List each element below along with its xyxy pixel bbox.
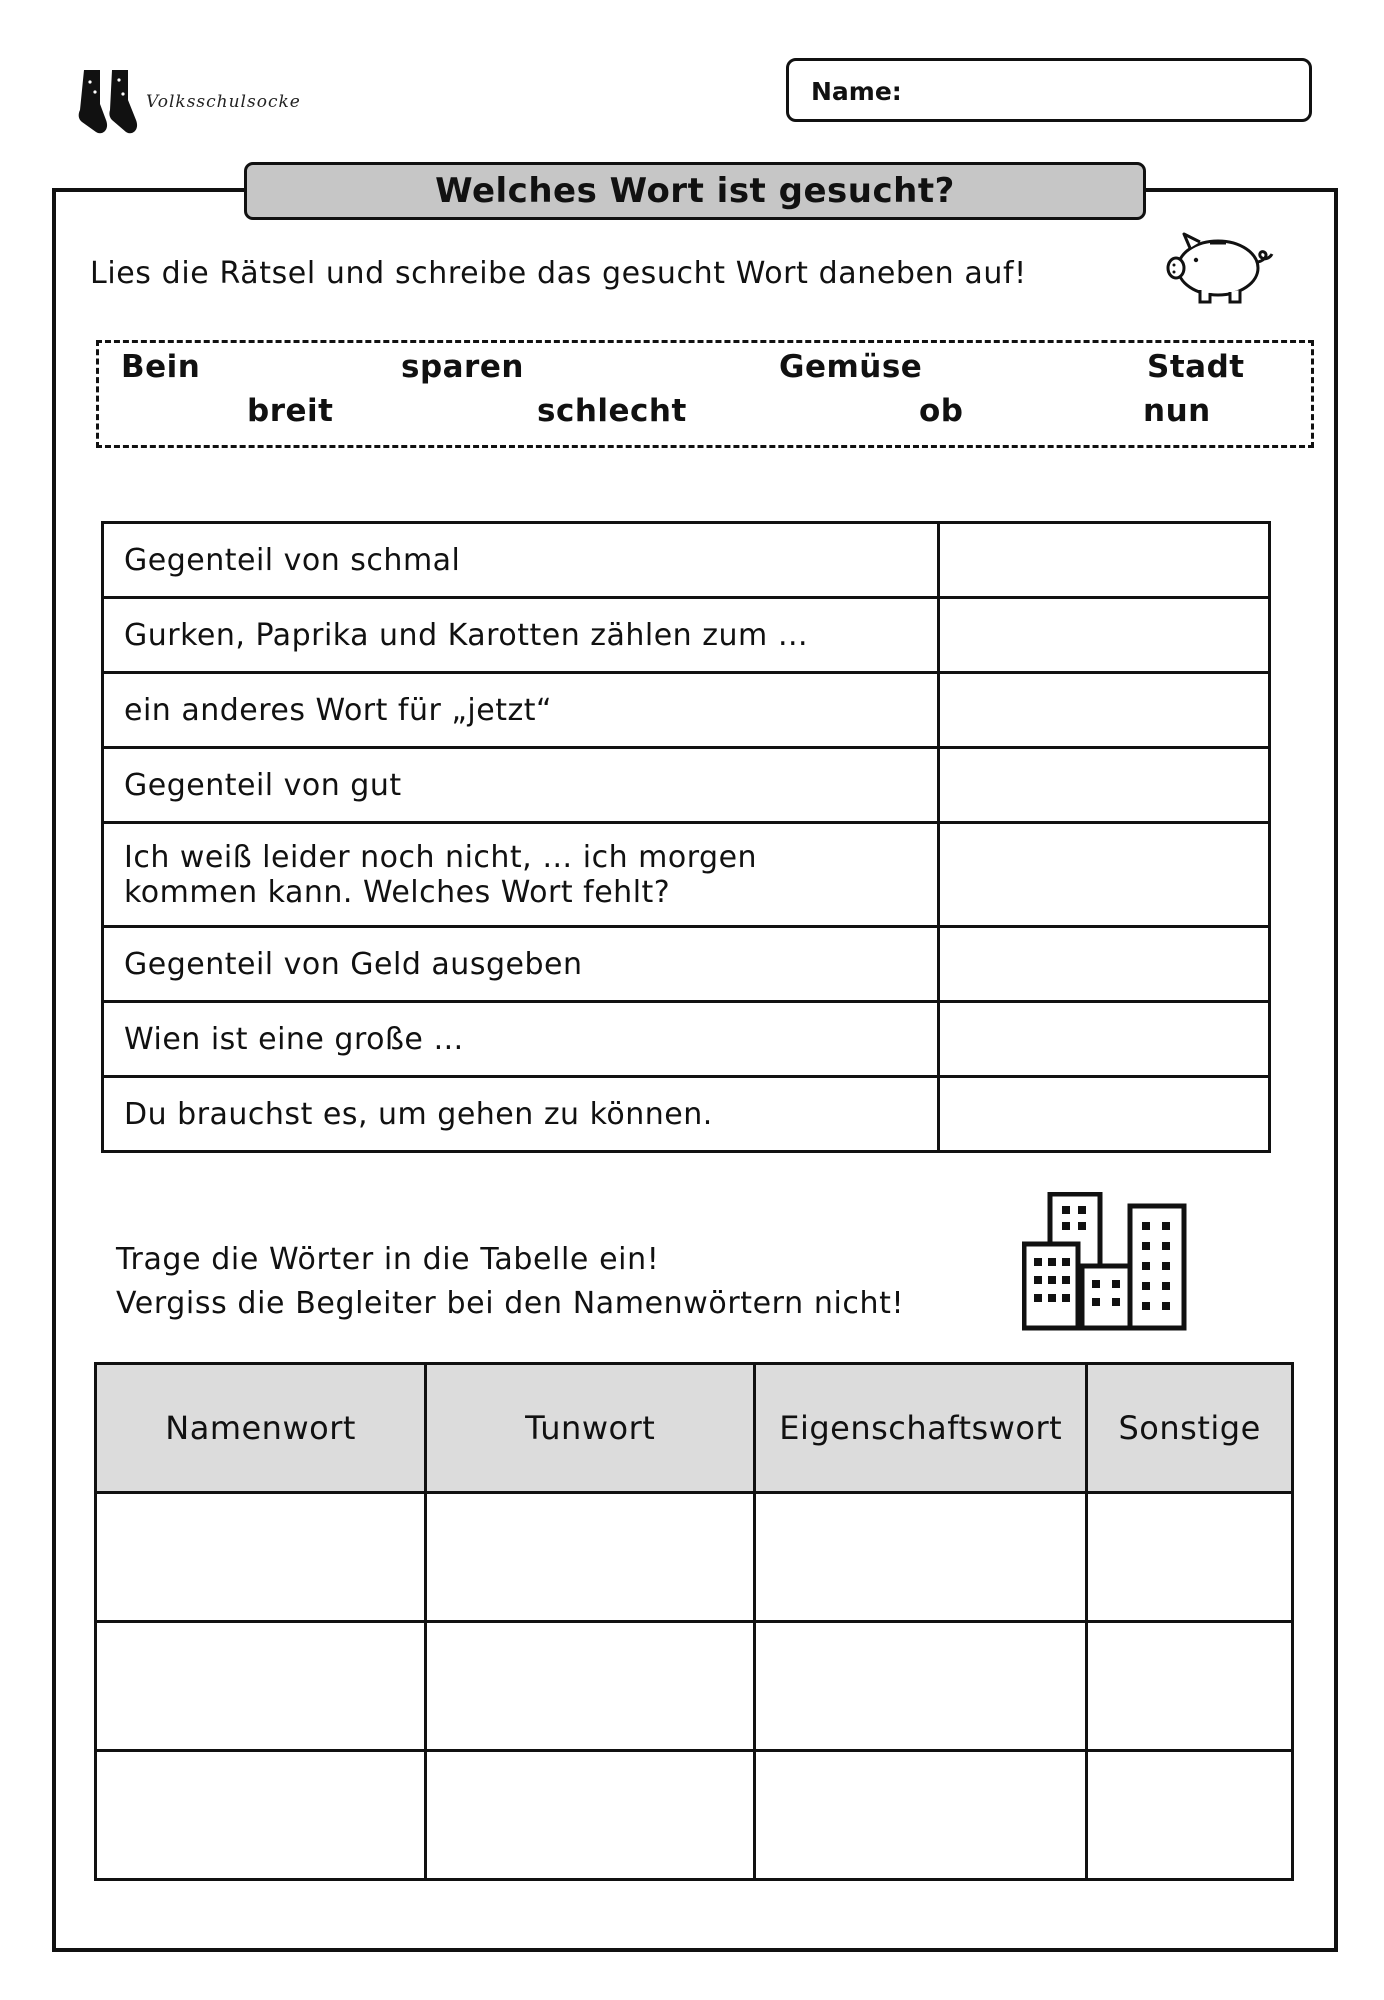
answer-cell[interactable] [938,823,1269,927]
logo-text: Volksschulsocke [146,92,301,112]
table-row [103,748,1270,823]
riddle-table [101,521,1271,1153]
riddle-question-line: kommen kann. Welches Wort fehlt? [124,874,671,910]
riddle-question [103,823,939,927]
table-row [96,1751,1293,1880]
answer-cell[interactable] [938,748,1269,823]
riddle-question: Du brauchst es, um gehen zu können. [103,1077,939,1152]
table-cell[interactable] [426,1751,755,1880]
column-header-sonstige: Sonstige [1087,1364,1293,1493]
answer-cell[interactable] [938,598,1269,673]
title-bar [244,162,1146,220]
table-cell[interactable] [755,1751,1087,1880]
word-bank-word: Stadt [1147,349,1245,385]
table-cell[interactable] [426,1622,755,1751]
table-cell[interactable] [96,1751,426,1880]
instruction2-line2: Vergiss die Begleiter bei den Namenwörtern nicht! [116,1286,905,1321]
word-bank-word: ob [919,393,964,429]
word-bank-word: breit [247,393,334,429]
table-cell[interactable] [755,1493,1087,1622]
name-label: Name: [811,77,902,106]
table-cell[interactable] [1087,1622,1293,1751]
piggy-bank-icon [1160,222,1280,312]
table-row [103,598,1270,673]
table-row [103,927,1270,1002]
socks-icon [78,68,144,140]
riddle-question: Gegenteil von Geld ausgeben [103,927,939,1002]
riddle-question: ein anderes Wort für „jetzt“ [103,673,939,748]
answer-cell[interactable] [938,673,1269,748]
table-cell[interactable] [755,1622,1087,1751]
column-header-eigenschaftswort: Eigenschaftswort [755,1364,1087,1493]
table-cell[interactable] [96,1493,426,1622]
riddle-question: Wien ist eine große … [103,1002,939,1077]
table-cell[interactable] [96,1622,426,1751]
table-row [103,1002,1270,1077]
word-bank-word: Gemüse [779,349,923,385]
word-bank-word: Bein [121,349,201,385]
table-row [96,1493,1293,1622]
instruction-text: Lies die Rätsel und schreibe das gesucht Wort daneben auf! [90,256,1027,291]
table-cell[interactable] [1087,1751,1293,1880]
word-bank-word: sparen [401,349,524,385]
riddle-question-line: Ich weiß leider noch nicht, … ich morgen [124,839,758,875]
answer-cell[interactable] [938,1002,1269,1077]
city-buildings-icon [1022,1192,1192,1332]
table-row [103,673,1270,748]
table-cell[interactable] [426,1493,755,1622]
name-field[interactable] [786,58,1312,122]
riddle-question: Gurken, Paprika und Karotten zählen zum … [103,598,939,673]
instruction2 [116,1238,904,1326]
answer-cell[interactable] [938,927,1269,1002]
riddle-question: Gegenteil von gut [103,748,939,823]
word-bank-word: nun [1143,393,1211,429]
column-header-tunwort: Tunwort [426,1364,755,1493]
table-cell[interactable] [1087,1493,1293,1622]
answer-cell[interactable] [938,523,1269,598]
table-row [103,523,1270,598]
word-category-table [94,1362,1294,1881]
table-header-row [96,1364,1293,1493]
column-header-namenwort: Namenwort [96,1364,426,1493]
word-bank [96,340,1314,448]
instruction2-line1: Trage die Wörter in die Tabelle ein! [116,1242,660,1277]
logo [78,68,338,144]
page-title: Welches Wort ist gesucht? [435,171,955,211]
answer-cell[interactable] [938,1077,1269,1152]
table-row [103,1077,1270,1152]
riddle-question: Gegenteil von schmal [103,523,939,598]
table-row [103,823,1270,927]
table-row [96,1622,1293,1751]
word-bank-word: schlecht [537,393,687,429]
